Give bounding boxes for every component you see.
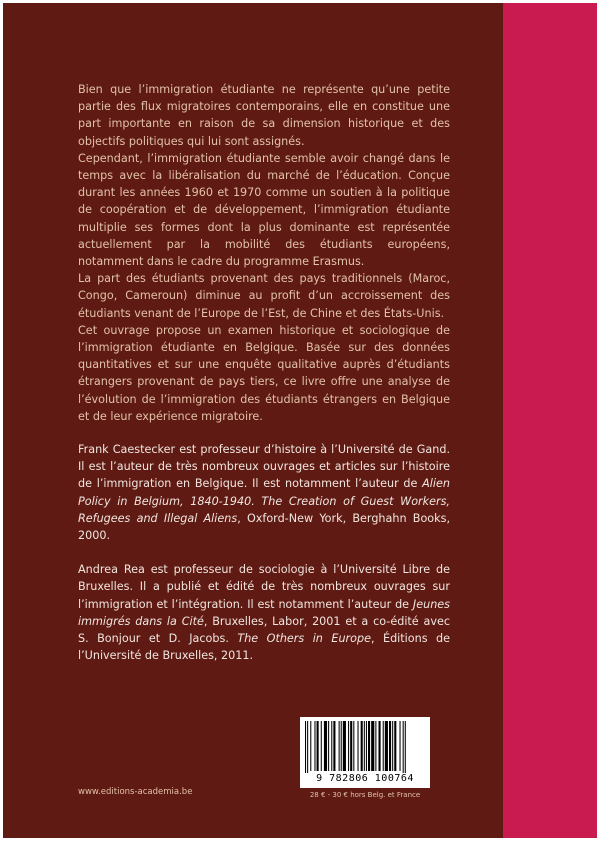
barcode-bar bbox=[405, 721, 406, 773]
barcode-bar bbox=[333, 721, 335, 771]
publisher-website: www.editions-academia.be bbox=[78, 787, 193, 797]
barcode-bar bbox=[403, 721, 404, 773]
book-title: Jeunes immigrés dans la Cité bbox=[78, 597, 450, 628]
barcode-bar bbox=[368, 721, 370, 771]
barcode-bar bbox=[361, 721, 363, 771]
barcode-bar bbox=[314, 721, 315, 771]
barcode-bar bbox=[310, 721, 311, 771]
barcode-bar bbox=[321, 721, 322, 771]
summary-paragraph: La part des étudiants provenant des pays traditionnels (Maroc, Congo, Cameroun) diminue au profit d’un accroissement des étudiants venant de l’Europe de l’Est, de Chine et des États-Unis. bbox=[78, 272, 450, 320]
barcode-bar bbox=[353, 721, 354, 771]
bio-text: Frank Caestecker est professeur d’histoire à l’Université de Gand. Il est l’auteur de très nombreux ouvrages et articles sur l’histoire de l’immigration en Belgique. Il est notamment l’auteur de bbox=[78, 443, 450, 491]
barcode-bar bbox=[394, 721, 396, 771]
barcode-bar bbox=[324, 721, 327, 771]
magenta-stripe bbox=[503, 3, 597, 838]
barcode-bar bbox=[392, 721, 393, 771]
bio-text: , Bruxelles, Labor, 2001 et a co-édité avec S. Bonjour et D. Jacobs. bbox=[78, 614, 451, 646]
barcode-bar bbox=[375, 721, 376, 771]
barcode-bar bbox=[364, 721, 365, 771]
back-cover bbox=[3, 3, 597, 838]
summary-paragraph: Cependant, l’immigration étudiante semble avoir changé dans le temps avec la libéralisation du marché de l’éducation. Conçue durant les années 1960 et 1970 comme un soutien à la politique de coopération et de développement, l’immigration étudiante multiplie ses formes dont la plus dominante est représentée actuellement par la mobilité des étudiants européens, notamment dans le cadre du programme Erasmus. bbox=[78, 151, 450, 269]
isbn-number: 9 782806 100764 bbox=[316, 773, 414, 784]
barcode-bar bbox=[341, 721, 342, 771]
summary-paragraph: Cet ouvrage propose un examen historique et sociologique de l’immigration étudiante en Belgique. Basée sur des données quantitatives et sur une enquête qualitative auprès d’étudiants étrangers provenant de pays tiers, ce livre offre une analyse de l’évolution de l’immigration des étudiants étrangers en Belgique et de leur expérience migratoire. bbox=[78, 323, 450, 423]
barcode-bar bbox=[307, 721, 308, 773]
isbn-barcode bbox=[300, 717, 430, 788]
price-label: 28 € - 30 € hors Belg. et France bbox=[309, 791, 421, 799]
barcode-bar bbox=[383, 721, 384, 771]
barcode-bar bbox=[358, 721, 359, 771]
barcode-bars bbox=[305, 721, 425, 773]
barcode-bar bbox=[343, 721, 346, 771]
barcode-bar bbox=[305, 721, 306, 773]
barcode-bar bbox=[400, 721, 401, 771]
barcode-bar bbox=[348, 721, 349, 771]
barcode-bar bbox=[339, 721, 340, 771]
barcode-bar bbox=[389, 721, 391, 771]
summary-paragraph: Bien que l’immigration étudiante ne représente qu’une petite partie des flux migratoires contemporains, elle en constitue une part importante en raison de sa dimension historique et des objectifs politiques qui lui sont assignés. bbox=[78, 83, 450, 148]
barcode-bar bbox=[328, 721, 329, 771]
barcode-bar bbox=[385, 721, 388, 771]
barcode-bar bbox=[379, 721, 381, 771]
book-summary bbox=[78, 81, 450, 425]
barcode-bar bbox=[331, 721, 332, 771]
barcode-bar bbox=[317, 721, 319, 771]
bio-text: Andrea Rea est professeur de sociologie à l’Université Libre de Bruxelles. Il a publié et édité de très nombreux ouvrages sur l’immigration et l’intégration. Il est notamment l’auteur de bbox=[78, 563, 450, 611]
bio-text: , Oxford-New York, Berghahn Books, 2000. bbox=[78, 511, 450, 543]
barcode-bar bbox=[366, 721, 367, 771]
author-bios bbox=[78, 441, 450, 681]
book-title: Alien Policy in Belgium, 1840-1940. The Creation of Guest Workers, Refugees and Illegal Aliens bbox=[78, 477, 450, 525]
barcode-bar bbox=[371, 721, 374, 771]
barcode-bar bbox=[350, 721, 352, 771]
bio-text: , Éditions de l’Université de Bruxelles, 2011. bbox=[78, 632, 450, 663]
author-bio-rea bbox=[78, 561, 450, 664]
author-bio-caestecker bbox=[78, 441, 450, 544]
book-title: The Others in Europe bbox=[237, 632, 371, 646]
